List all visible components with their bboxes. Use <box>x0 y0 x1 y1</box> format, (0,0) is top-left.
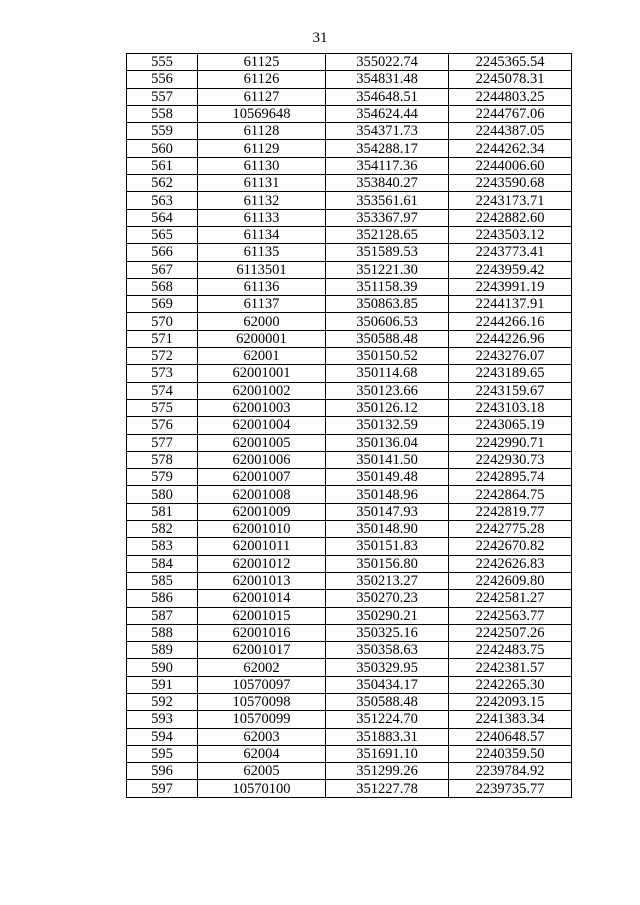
row-number-cell: 583 <box>127 538 198 555</box>
row-number-cell: 571 <box>127 330 198 347</box>
point-id-cell: 61133 <box>198 209 326 226</box>
row-number-cell: 589 <box>127 642 198 659</box>
table-row <box>127 521 572 538</box>
page-number: 31 <box>312 30 328 46</box>
row-number-cell: 555 <box>127 54 198 71</box>
point-id-cell: 61131 <box>198 175 326 192</box>
point-id-cell: 10570098 <box>198 693 326 710</box>
table-row <box>127 676 572 693</box>
y-coordinate-cell: 2242609.80 <box>449 572 572 589</box>
y-coordinate-cell: 2242265.30 <box>449 676 572 693</box>
row-number-cell: 563 <box>127 192 198 209</box>
x-coordinate-cell: 350141.50 <box>326 451 449 468</box>
point-id-cell: 62004 <box>198 745 326 762</box>
y-coordinate-cell: 2242895.74 <box>449 469 572 486</box>
y-coordinate-cell: 2243959.42 <box>449 261 572 278</box>
table-row <box>127 123 572 140</box>
row-number-cell: 596 <box>127 763 198 780</box>
row-number-cell: 569 <box>127 296 198 313</box>
y-coordinate-cell: 2242093.15 <box>449 693 572 710</box>
x-coordinate-cell: 351158.39 <box>326 278 449 295</box>
table-row <box>127 192 572 209</box>
x-coordinate-cell: 350358.63 <box>326 642 449 659</box>
x-coordinate-cell: 350434.17 <box>326 676 449 693</box>
table-row <box>127 330 572 347</box>
row-number-cell: 573 <box>127 365 198 382</box>
x-coordinate-cell: 351691.10 <box>326 745 449 762</box>
point-id-cell: 62001005 <box>198 434 326 451</box>
point-id-cell: 61127 <box>198 88 326 105</box>
point-id-cell: 61136 <box>198 278 326 295</box>
x-coordinate-cell: 350290.21 <box>326 607 449 624</box>
table-row <box>127 365 572 382</box>
point-id-cell: 62001012 <box>198 555 326 572</box>
point-id-cell: 62001008 <box>198 486 326 503</box>
y-coordinate-cell: 2244767.06 <box>449 105 572 122</box>
x-coordinate-cell: 355022.74 <box>326 54 449 71</box>
row-number-cell: 584 <box>127 555 198 572</box>
x-coordinate-cell: 351227.78 <box>326 780 449 797</box>
point-id-cell: 61137 <box>198 296 326 313</box>
point-id-cell: 62001004 <box>198 417 326 434</box>
point-id-cell: 10570099 <box>198 711 326 728</box>
x-coordinate-cell: 350588.48 <box>326 693 449 710</box>
table-row <box>127 590 572 607</box>
x-coordinate-cell: 350136.04 <box>326 434 449 451</box>
x-coordinate-cell: 350150.52 <box>326 348 449 365</box>
y-coordinate-cell: 2244387.05 <box>449 123 572 140</box>
table-row <box>127 157 572 174</box>
x-coordinate-cell: 351883.31 <box>326 728 449 745</box>
y-coordinate-cell: 2240359.50 <box>449 745 572 762</box>
y-coordinate-cell: 2240648.57 <box>449 728 572 745</box>
y-coordinate-cell: 2244266.16 <box>449 313 572 330</box>
x-coordinate-cell: 350126.12 <box>326 399 449 416</box>
y-coordinate-cell: 2242882.60 <box>449 209 572 226</box>
table-row <box>127 140 572 157</box>
point-id-cell: 62001015 <box>198 607 326 624</box>
row-number-cell: 591 <box>127 676 198 693</box>
y-coordinate-cell: 2245365.54 <box>449 54 572 71</box>
y-coordinate-cell: 2242563.77 <box>449 607 572 624</box>
row-number-cell: 592 <box>127 693 198 710</box>
row-number-cell: 559 <box>127 123 198 140</box>
table-row <box>127 244 572 261</box>
y-coordinate-cell: 2245078.31 <box>449 71 572 88</box>
row-number-cell: 576 <box>127 417 198 434</box>
row-number-cell: 564 <box>127 209 198 226</box>
point-id-cell: 62001001 <box>198 365 326 382</box>
x-coordinate-cell: 350114.68 <box>326 365 449 382</box>
row-number-cell: 556 <box>127 71 198 88</box>
y-coordinate-cell: 2244262.34 <box>449 140 572 157</box>
y-coordinate-cell: 2244137.91 <box>449 296 572 313</box>
point-id-cell: 62001014 <box>198 590 326 607</box>
x-coordinate-cell: 353840.27 <box>326 175 449 192</box>
x-coordinate-cell: 350213.27 <box>326 572 449 589</box>
x-coordinate-cell: 350270.23 <box>326 590 449 607</box>
table-row <box>127 745 572 762</box>
table-row <box>127 486 572 503</box>
table-row <box>127 209 572 226</box>
row-number-cell: 590 <box>127 659 198 676</box>
point-id-cell: 62005 <box>198 763 326 780</box>
row-number-cell: 562 <box>127 175 198 192</box>
point-id-cell: 61135 <box>198 244 326 261</box>
table-row <box>127 278 572 295</box>
coordinates-table <box>126 53 572 798</box>
row-number-cell: 594 <box>127 728 198 745</box>
row-number-cell: 581 <box>127 503 198 520</box>
y-coordinate-cell: 2242507.26 <box>449 624 572 641</box>
x-coordinate-cell: 350156.80 <box>326 555 449 572</box>
row-number-cell: 561 <box>127 157 198 174</box>
point-id-cell: 6113501 <box>198 261 326 278</box>
y-coordinate-cell: 2242483.75 <box>449 642 572 659</box>
x-coordinate-cell: 350329.95 <box>326 659 449 676</box>
y-coordinate-cell: 2244803.25 <box>449 88 572 105</box>
x-coordinate-cell: 350132.59 <box>326 417 449 434</box>
x-coordinate-cell: 353367.97 <box>326 209 449 226</box>
point-id-cell: 62001013 <box>198 572 326 589</box>
table-row <box>127 434 572 451</box>
y-coordinate-cell: 2243276.07 <box>449 348 572 365</box>
point-id-cell: 62000 <box>198 313 326 330</box>
x-coordinate-cell: 354117.36 <box>326 157 449 174</box>
row-number-cell: 568 <box>127 278 198 295</box>
row-number-cell: 585 <box>127 572 198 589</box>
y-coordinate-cell: 2243159.67 <box>449 382 572 399</box>
point-id-cell: 62001003 <box>198 399 326 416</box>
row-number-cell: 566 <box>127 244 198 261</box>
point-id-cell: 6200001 <box>198 330 326 347</box>
y-coordinate-cell: 2243103.18 <box>449 399 572 416</box>
y-coordinate-cell: 2243189.65 <box>449 365 572 382</box>
y-coordinate-cell: 2244006.60 <box>449 157 572 174</box>
point-id-cell: 61134 <box>198 226 326 243</box>
x-coordinate-cell: 350151.83 <box>326 538 449 555</box>
y-coordinate-cell: 2243503.12 <box>449 226 572 243</box>
table-row <box>127 88 572 105</box>
x-coordinate-cell: 351589.53 <box>326 244 449 261</box>
table-row <box>127 572 572 589</box>
table-row <box>127 348 572 365</box>
row-number-cell: 582 <box>127 521 198 538</box>
row-number-cell: 588 <box>127 624 198 641</box>
y-coordinate-cell: 2242990.71 <box>449 434 572 451</box>
row-number-cell: 586 <box>127 590 198 607</box>
row-number-cell: 558 <box>127 105 198 122</box>
table-row <box>127 261 572 278</box>
point-id-cell: 10570100 <box>198 780 326 797</box>
y-coordinate-cell: 2244226.96 <box>449 330 572 347</box>
row-number-cell: 575 <box>127 399 198 416</box>
point-id-cell: 10570097 <box>198 676 326 693</box>
point-id-cell: 62001017 <box>198 642 326 659</box>
table-row <box>127 659 572 676</box>
y-coordinate-cell: 2241383.34 <box>449 711 572 728</box>
x-coordinate-cell: 354648.51 <box>326 88 449 105</box>
y-coordinate-cell: 2243773.41 <box>449 244 572 261</box>
x-coordinate-cell: 353561.61 <box>326 192 449 209</box>
table-row <box>127 313 572 330</box>
table-row <box>127 642 572 659</box>
table-row <box>127 71 572 88</box>
table-row <box>127 624 572 641</box>
table-row <box>127 417 572 434</box>
row-number-cell: 587 <box>127 607 198 624</box>
x-coordinate-cell: 354288.17 <box>326 140 449 157</box>
table-row <box>127 503 572 520</box>
row-number-cell: 580 <box>127 486 198 503</box>
point-id-cell: 62002 <box>198 659 326 676</box>
y-coordinate-cell: 2242864.75 <box>449 486 572 503</box>
table-row <box>127 175 572 192</box>
row-number-cell: 578 <box>127 451 198 468</box>
table-row <box>127 226 572 243</box>
point-id-cell: 61129 <box>198 140 326 157</box>
x-coordinate-cell: 350149.48 <box>326 469 449 486</box>
table-row <box>127 296 572 313</box>
x-coordinate-cell: 350148.90 <box>326 521 449 538</box>
point-id-cell: 61125 <box>198 54 326 71</box>
x-coordinate-cell: 350606.53 <box>326 313 449 330</box>
y-coordinate-cell: 2242819.77 <box>449 503 572 520</box>
x-coordinate-cell: 354371.73 <box>326 123 449 140</box>
y-coordinate-cell: 2242775.28 <box>449 521 572 538</box>
x-coordinate-cell: 351221.30 <box>326 261 449 278</box>
y-coordinate-cell: 2242670.82 <box>449 538 572 555</box>
table-row <box>127 555 572 572</box>
point-id-cell: 62001010 <box>198 521 326 538</box>
row-number-cell: 560 <box>127 140 198 157</box>
row-number-cell: 574 <box>127 382 198 399</box>
y-coordinate-cell: 2243991.19 <box>449 278 572 295</box>
table-row <box>127 451 572 468</box>
row-number-cell: 595 <box>127 745 198 762</box>
y-coordinate-cell: 2243065.19 <box>449 417 572 434</box>
point-id-cell: 62001011 <box>198 538 326 555</box>
y-coordinate-cell: 2243173.71 <box>449 192 572 209</box>
x-coordinate-cell: 354624.44 <box>326 105 449 122</box>
point-id-cell: 62001007 <box>198 469 326 486</box>
x-coordinate-cell: 350147.93 <box>326 503 449 520</box>
y-coordinate-cell: 2242381.57 <box>449 659 572 676</box>
x-coordinate-cell: 350325.16 <box>326 624 449 641</box>
row-number-cell: 593 <box>127 711 198 728</box>
table-row <box>127 763 572 780</box>
table-row <box>127 538 572 555</box>
y-coordinate-cell: 2242581.27 <box>449 590 572 607</box>
table-row <box>127 54 572 71</box>
table-row <box>127 693 572 710</box>
x-coordinate-cell: 350863.85 <box>326 296 449 313</box>
x-coordinate-cell: 352128.65 <box>326 226 449 243</box>
point-id-cell: 10569648 <box>198 105 326 122</box>
point-id-cell: 61128 <box>198 123 326 140</box>
point-id-cell: 62001 <box>198 348 326 365</box>
y-coordinate-cell: 2239784.92 <box>449 763 572 780</box>
row-number-cell: 567 <box>127 261 198 278</box>
x-coordinate-cell: 350588.48 <box>326 330 449 347</box>
point-id-cell: 61132 <box>198 192 326 209</box>
y-coordinate-cell: 2239735.77 <box>449 780 572 797</box>
x-coordinate-cell: 354831.48 <box>326 71 449 88</box>
point-id-cell: 62001002 <box>198 382 326 399</box>
table-row <box>127 728 572 745</box>
row-number-cell: 579 <box>127 469 198 486</box>
table-row <box>127 382 572 399</box>
table-row <box>127 469 572 486</box>
point-id-cell: 61126 <box>198 71 326 88</box>
table-row <box>127 105 572 122</box>
row-number-cell: 565 <box>127 226 198 243</box>
row-number-cell: 577 <box>127 434 198 451</box>
table-row <box>127 780 572 797</box>
table-row <box>127 607 572 624</box>
x-coordinate-cell: 350123.66 <box>326 382 449 399</box>
row-number-cell: 597 <box>127 780 198 797</box>
point-id-cell: 62001009 <box>198 503 326 520</box>
y-coordinate-cell: 2242930.73 <box>449 451 572 468</box>
point-id-cell: 62001016 <box>198 624 326 641</box>
table-row <box>127 399 572 416</box>
point-id-cell: 62003 <box>198 728 326 745</box>
x-coordinate-cell: 351224.70 <box>326 711 449 728</box>
point-id-cell: 62001006 <box>198 451 326 468</box>
row-number-cell: 557 <box>127 88 198 105</box>
x-coordinate-cell: 351299.26 <box>326 763 449 780</box>
y-coordinate-cell: 2242626.83 <box>449 555 572 572</box>
y-coordinate-cell: 2243590.68 <box>449 175 572 192</box>
x-coordinate-cell: 350148.96 <box>326 486 449 503</box>
row-number-cell: 570 <box>127 313 198 330</box>
coordinates-table-body <box>127 54 572 798</box>
row-number-cell: 572 <box>127 348 198 365</box>
table-row <box>127 711 572 728</box>
point-id-cell: 61130 <box>198 157 326 174</box>
